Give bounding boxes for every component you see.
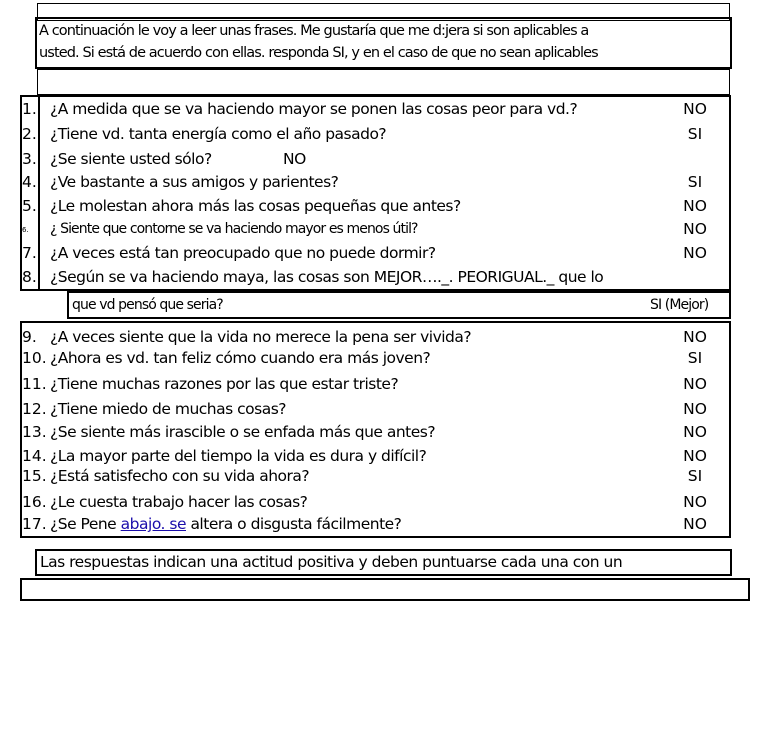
- question-number: 8.: [22, 268, 37, 286]
- intro-line-1: A continuación le voy a leer unas frases. Me gustaría que me d:jera si son aplicables a: [39, 23, 589, 39]
- question-answer: NO: [683, 328, 707, 346]
- question-number: 12.: [22, 400, 47, 418]
- question-number: 17.: [22, 515, 47, 533]
- question-number: 10.: [22, 349, 47, 367]
- question-number: 15.: [22, 467, 47, 485]
- spacer-box: [37, 69, 730, 95]
- question-number: 16.: [22, 493, 47, 511]
- question-text: ¿ Siente que contorne se va haciendo mayor es menos útil?: [50, 221, 418, 237]
- question-number: 4.: [22, 173, 37, 191]
- question-17-text: [50, 514, 401, 534]
- question-text: ¿Ahora es vd. tan feliz cómo cuando era más joven?: [50, 349, 431, 367]
- question-text: ¿Está satisfecho con su vida ahora?: [50, 467, 310, 485]
- question-text: ¿Según se va haciendo maya, las cosas son MEJOR…._. PEORIGUAL._ que lo: [50, 268, 604, 286]
- question-number: 2.: [22, 125, 37, 143]
- question-answer: NO: [683, 515, 707, 533]
- question-number: 11.: [22, 375, 47, 393]
- question-number: 13.: [22, 423, 47, 441]
- question-text: ¿Ve bastante a sus amigos y parientes?: [50, 173, 339, 191]
- question-text: ¿Le cuesta trabajo hacer las cosas?: [50, 493, 308, 511]
- question-text-before-link: ¿Se Pene: [50, 515, 117, 533]
- question-number: 5.: [22, 197, 37, 215]
- abajo-link[interactable]: abajo. se: [120, 515, 186, 533]
- question-answer: NO: [683, 400, 707, 418]
- question-text: ¿Se siente más irascible o se enfada más que antes?: [50, 423, 436, 441]
- question-text: ¿La mayor parte del tiempo la vida es dura y difícil?: [50, 447, 427, 465]
- question-text: ¿Tiene vd. tanta energía como el año pasado?: [50, 125, 387, 143]
- question-text-continuation: que vd pensó que seria?: [72, 297, 223, 313]
- question-number: 6.: [22, 226, 29, 234]
- question-text: ¿Tiene miedo de muchas cosas?: [50, 400, 286, 418]
- question-text: ¿A medida que se va haciendo mayor se ponen las cosas peor para vd.?: [50, 100, 578, 118]
- intro-line-2: usted. Si está de acuerdo con ellas. responda SI, y en el caso de que no sean aplicables: [39, 45, 598, 61]
- empty-footer-box: [20, 578, 750, 601]
- question-answer: SI: [687, 467, 703, 485]
- question-answer: SI: [687, 125, 703, 143]
- footer-text: Las respuestas indican una actitud positiva y deben puntuarse cada una con un: [40, 553, 623, 571]
- question-answer: SI: [687, 173, 703, 191]
- question-answer: NO: [683, 197, 707, 215]
- question-answer: NO: [683, 375, 707, 393]
- question-number: 1.: [22, 100, 37, 118]
- question-number: 9.: [22, 328, 37, 346]
- question-text: ¿Se siente usted sólo?: [50, 150, 212, 168]
- question-answer: SI: [687, 349, 703, 367]
- question-answer: NO: [683, 493, 707, 511]
- question-text: ¿A veces está tan preocupado que no puede dormir?: [50, 244, 436, 262]
- question-answer-inline: NO: [283, 150, 306, 168]
- question-text-after-link: altera o disgusta fácilmente?: [190, 515, 402, 533]
- question-answer: NO: [683, 423, 707, 441]
- question-answer: NO: [683, 447, 707, 465]
- question-text: ¿Le molestan ahora más las cosas pequeñas que antes?: [50, 197, 461, 215]
- question-number: 7.: [22, 244, 37, 262]
- question-text: ¿A veces siente que la vida no merece la pena ser vivida?: [50, 328, 472, 346]
- question-number: 3.: [22, 150, 37, 168]
- question-answer: NO: [683, 100, 707, 118]
- question-answer: NO: [683, 220, 707, 238]
- question-answer: SI (Mejor): [650, 297, 709, 313]
- question-answer: NO: [683, 244, 707, 262]
- question-text: ¿Tiene muchas razones por las que estar triste?: [50, 375, 399, 393]
- question-number: 14.: [22, 447, 47, 465]
